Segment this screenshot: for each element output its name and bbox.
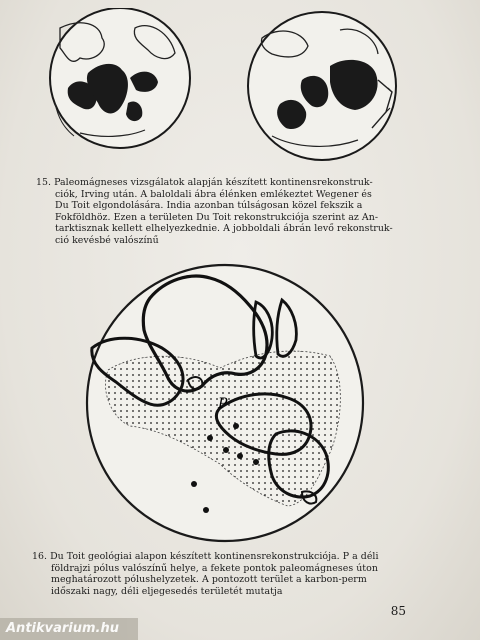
- page-number: 85: [390, 604, 406, 618]
- caption-line: Du Toit elgondolására. India azonban túlságosan közel fekszik a: [55, 200, 363, 212]
- caption-line: időszaki nagy, déli eljegesedés területét mutatja: [51, 585, 283, 597]
- figure-16-caption: [32, 551, 452, 597]
- caption-line: tarktisznak kellett elhelyezkednie. A jobboldali ábrán levő rekonstruk-: [55, 223, 393, 235]
- caption-line: 15. Paleomágneses vizsgálatok alapján készített kontinensrekonstruk-: [36, 177, 373, 188]
- figure-16-reconstruction: [70, 258, 380, 548]
- caption-line: meghatározott pólushelyzetek. A pontozott terület a karbon-perm: [51, 574, 367, 586]
- caption-line: Fokföldhöz. Ezen a területen Du Toit rekonstrukciója szerint az An-: [55, 211, 379, 223]
- pole-dot: [203, 507, 209, 513]
- watermark: Antikvarium.hu: [0, 618, 138, 640]
- pole-dot: [233, 423, 239, 429]
- pole-label: P: [218, 396, 228, 412]
- figure-15-caption: [36, 177, 446, 247]
- pole-dot: [253, 459, 259, 465]
- figure-15-globes: [40, 8, 410, 178]
- caption-line: 16. Du Toit geológiai alapon készített kontinensrekonstrukciója. P a déli: [32, 551, 379, 562]
- right-globe: [248, 12, 396, 160]
- pole-dot: [223, 447, 229, 453]
- pole-dot: [191, 481, 197, 487]
- pole-dot: [207, 435, 213, 441]
- caption-line: ció kevésbé valószínű: [55, 234, 159, 246]
- caption-line: ciók, Irving után. A baloldali ábra élénken emlékeztet Wegener és: [55, 188, 372, 200]
- caption-line: földrajzi pólus valószínű helye, a fekete pontok paleomágneses úton: [51, 562, 378, 574]
- pole-dot: [237, 453, 243, 459]
- left-globe: [50, 8, 190, 148]
